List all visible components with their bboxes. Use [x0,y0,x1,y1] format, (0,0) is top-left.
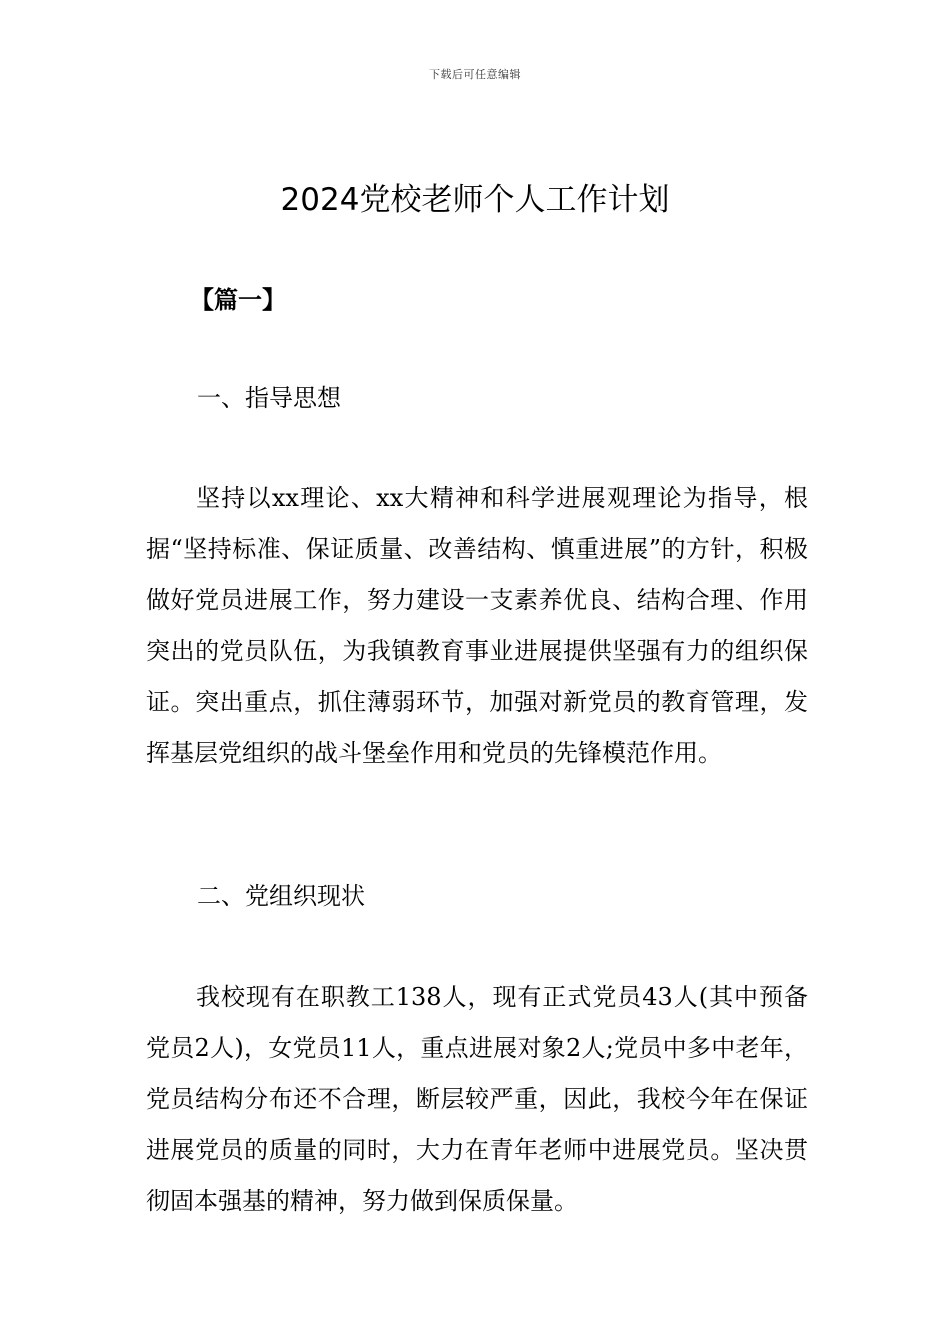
page-header-note: 下载后可任意编辑 [429,68,521,81]
section-tag: 【篇一】 [190,285,286,314]
paragraph-party-status: 我校现有在职教工138人，现有正式党员43人(其中预备党员2人)，女党员11人，重点进展对象2人;党员中多中老年，党员结构分布还不合理，断层较严重，因此，我校今年在保证进展党员的质量的同时，大力在青年老师中进展党员。坚决贯彻固本强基的精神，努力做到保质保量。 [146,983,808,1215]
section-heading-party-status: 二、党组织现状 [197,882,365,910]
section-heading-guiding-thought: 一、指导思想 [197,384,341,412]
paragraph-guiding-thought: 坚持以xx理论、xx大精神和科学进展观理论为指导，根据“坚持标准、保证质量、改善结构、慎重进展”的方针，积极做好党员进展工作，努力建设一支素养优良、结构合理、作用突出的党员队伍，为我镇教育事业进展提供坚强有力的组织保证。突出重点，抓住薄弱环节，加强对新党员的教育管理，发挥基层党组织的战斗堡垒作用和党员的先锋模范作用。 [146,484,808,767]
document-title: 2024党校老师个人工作计划 [280,182,670,218]
